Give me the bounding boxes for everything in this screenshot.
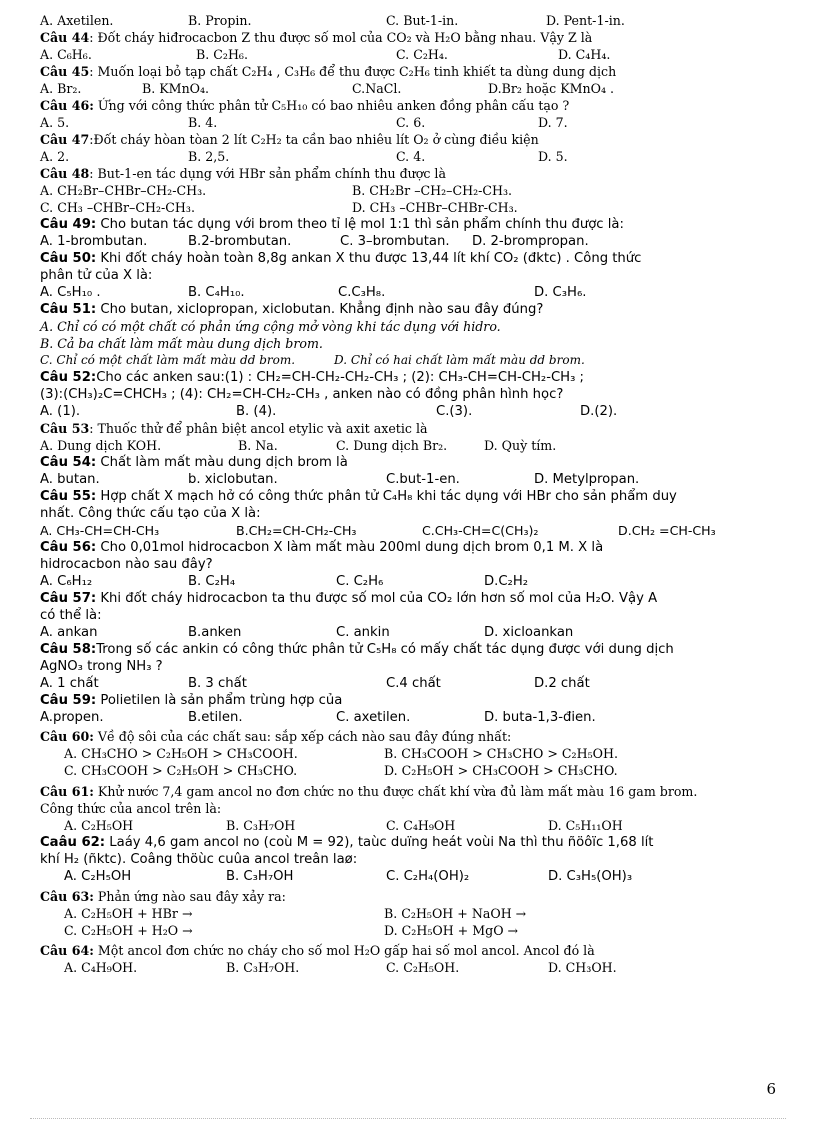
question-number: Câu 51: bbox=[40, 302, 97, 317]
option-b: B. 3 chất bbox=[188, 676, 247, 691]
question-text: :Đốt cháy hòan tòan 2 lít C₂H₂ ta cần bao nhiêu lít O₂ ở cùng điều kiện bbox=[89, 132, 539, 147]
footer-divider bbox=[30, 1118, 786, 1119]
option-d: D.(2). bbox=[580, 404, 618, 419]
option-a: A. C₂H₅OH + HBr → bbox=[64, 906, 193, 921]
question-57-cont: có thể là: bbox=[40, 608, 102, 623]
question-number: Câu 63: bbox=[40, 889, 94, 904]
question-text: Phản ứng nào sau đây xảy ra: bbox=[93, 889, 286, 904]
question-50 bbox=[40, 250, 782, 267]
option-a: A. (1). bbox=[40, 404, 81, 419]
option-b: B. (4). bbox=[236, 404, 277, 419]
question-text: Khi đốt cháy hoàn toàn 8,8g ankan X thu được 13,44 lít khí CO₂ (đktc) . Công thức bbox=[96, 251, 642, 266]
option-d: D.Br₂ hoặc KMnO₄ . bbox=[488, 81, 615, 96]
question-number: Câu 52: bbox=[40, 370, 97, 385]
question-60 bbox=[40, 728, 782, 745]
question-51 bbox=[40, 301, 782, 318]
option-d: D. Metylpropan. bbox=[534, 472, 640, 487]
question-text: : Đốt cháy hiđrocacbon Z thu được số mol của CO₂ và H₂O bằng nhau. Vậy Z là bbox=[89, 30, 593, 45]
option-c: C. 4. bbox=[396, 149, 426, 164]
question-number: Câu 49: bbox=[40, 217, 97, 232]
option-c: C. C₂H₆ bbox=[336, 574, 384, 589]
option-c: C.4 chất bbox=[386, 676, 441, 691]
option-d: D. xicloankan bbox=[484, 625, 574, 640]
question-59 bbox=[40, 692, 782, 709]
option-a: A. Dung dịch KOH. bbox=[40, 438, 162, 453]
question-text: : Muốn loại bỏ tạp chất C₂H₄ , C₃H₆ để thu được C₂H₆ tinh khiết ta dùng dung dịch bbox=[89, 64, 617, 79]
option-b: B.CH₂=CH-CH₂-CH₃ bbox=[236, 523, 357, 538]
question-text: Khử nước 7,4 gam ancol no đơn chức no thu được chất khí vừa đủ làm mất màu 16 gam brom. bbox=[93, 784, 698, 799]
option-b: B. C₄H₁₀. bbox=[188, 285, 245, 300]
option-c: C. ankin bbox=[336, 625, 390, 640]
question-text: Cho butan tác dụng với brom theo tỉ lệ mol 1:1 thì sản phẩm chính thu được là: bbox=[96, 217, 624, 232]
option-b: B. Na. bbox=[238, 438, 278, 453]
option-c: C. 6. bbox=[396, 115, 426, 130]
option-d: D. buta-1,3-đien. bbox=[484, 710, 596, 725]
option-c: C.C₃H₈. bbox=[338, 285, 386, 300]
question-text: Ứng với công thức phân tử C₅H₁₀ có bao nhiêu anken đồng phân cấu tạo ? bbox=[93, 98, 570, 113]
options-q48-cd bbox=[40, 199, 782, 216]
option-d: D. C₂H₅OH + MgO → bbox=[384, 923, 519, 938]
option-a: A. Chỉ có có một chất có phản ứng cộng mở vòng khi tác dụng với hidro. bbox=[40, 319, 501, 334]
option-d: D. 7. bbox=[538, 115, 568, 130]
question-number: Câu 44 bbox=[40, 30, 90, 45]
question-number: Câu 59: bbox=[40, 693, 97, 708]
option-a: A. C₅H₁₀ . bbox=[40, 285, 101, 300]
options-q63-cd bbox=[40, 922, 782, 939]
question-64 bbox=[40, 942, 782, 959]
options-q62 bbox=[40, 868, 782, 885]
option-d: D. Quỳ tím. bbox=[484, 438, 557, 453]
option-b: B. C₂H₄ bbox=[188, 574, 236, 589]
question-text: Cho các anken sau:(1) : CH₂=CH-CH₂-CH₂-CH₃ ; (2): CH₃-CH=CH-CH₂-CH₃ ; bbox=[96, 370, 584, 385]
question-52-cont: (3):(CH₃)₂C=CHCH₃ ; (4): CH₂=CH-CH₂-CH₃ , anken nào có đồng phân hình học? bbox=[40, 387, 564, 402]
question-45 bbox=[40, 63, 782, 80]
question-53 bbox=[40, 420, 782, 437]
option-d: D.C₂H₂ bbox=[484, 574, 529, 589]
option-a: A. C₄H₉OH. bbox=[64, 960, 138, 975]
question-number: Câu 46: bbox=[40, 98, 94, 113]
option-d: D.2 chất bbox=[534, 676, 590, 691]
option-d: D.CH₂ =CH-CH₃ bbox=[618, 523, 716, 538]
options-q63-ab bbox=[40, 905, 782, 922]
option-b: b. xiclobutan. bbox=[188, 472, 278, 487]
options-q49 bbox=[40, 233, 782, 250]
options-q43 bbox=[40, 12, 782, 29]
question-62-cont: khí H₂ (ñktc). Coâng thöùc cuûa ancol treân laø: bbox=[40, 852, 358, 867]
question-46 bbox=[40, 97, 782, 114]
question-text: Trong số các ankin có công thức phân tử C₅H₈ có mấy chất tác dụng được với dung dịch bbox=[96, 642, 674, 657]
option-d: D. 5. bbox=[538, 149, 568, 164]
option-b: B. KMnO₄. bbox=[142, 81, 210, 96]
options-q59 bbox=[40, 709, 782, 726]
option-c: C. Dung dịch Br₂. bbox=[336, 438, 448, 453]
question-number: Câu 56: bbox=[40, 540, 97, 555]
option-a: A. C₆H₁₂ bbox=[40, 574, 93, 589]
option-b: B.etilen. bbox=[188, 710, 243, 725]
options-q64 bbox=[40, 959, 782, 976]
options-q53 bbox=[40, 437, 782, 454]
option-c: C. CH₃COOH > C₂H₅OH > CH₃CHO. bbox=[64, 763, 298, 778]
option-b: B. C₂H₆. bbox=[196, 47, 248, 62]
option-c: C. Chỉ có một chất làm mất màu dd brom. bbox=[40, 353, 296, 367]
question-number: Câu 48 bbox=[40, 166, 90, 181]
option-d: D. 2-brompropan. bbox=[472, 234, 589, 249]
option-c: C. C₂H₅OH. bbox=[386, 960, 460, 975]
document-page bbox=[40, 12, 782, 976]
option-a: A. CH₃-CH=CH-CH₃ bbox=[40, 523, 160, 538]
option-a: A. CH₃CHO > C₂H₅OH > CH₃COOH. bbox=[64, 746, 298, 761]
question-58-cont: AgNO₃ trong NH₃ ? bbox=[40, 659, 163, 674]
option-d: D. C₅H₁₁OH bbox=[548, 818, 623, 833]
option-b: B. Cả ba chất làm mất màu dung dịch brom. bbox=[40, 336, 323, 351]
question-text: Cho 0,01mol hidrocacbon X làm mất màu 200ml dung dịch brom 0,1 M. X là bbox=[96, 540, 604, 555]
option-d: D. C₃H₅(OH)₃ bbox=[548, 869, 633, 884]
option-a: A. 2. bbox=[40, 149, 70, 164]
options-q50 bbox=[40, 284, 782, 301]
options-q60-ab bbox=[40, 745, 782, 762]
option-b: B.2-brombutan. bbox=[188, 234, 292, 249]
option-c: C.(3). bbox=[436, 404, 473, 419]
options-q61 bbox=[40, 817, 782, 834]
option-b: B. C₂H₅OH + NaOH → bbox=[384, 906, 527, 921]
options-q44 bbox=[40, 46, 782, 63]
option-c: C. But-1-in. bbox=[386, 13, 459, 28]
question-text: Về độ sôi của các chất sau: sắp xếp cách nào sau đây đúng nhất: bbox=[93, 729, 512, 744]
option-a: A. CH₂Br–CHBr–CH₂-CH₃. bbox=[40, 183, 207, 198]
option-a: A. 5. bbox=[40, 115, 70, 130]
options-q46 bbox=[40, 114, 782, 131]
option-c: C.but-1-en. bbox=[386, 472, 460, 487]
question-number: Câu 50: bbox=[40, 251, 97, 266]
question-44 bbox=[40, 29, 782, 46]
option-c: C. axetilen. bbox=[336, 710, 411, 725]
option-c: C. 3–brombutan. bbox=[340, 234, 450, 249]
option-a: A. ankan bbox=[40, 625, 98, 640]
option-b: B.anken bbox=[188, 625, 242, 640]
option-d: D. C₂H₅OH > CH₃COOH > CH₃CHO. bbox=[384, 763, 618, 778]
question-55 bbox=[40, 488, 782, 505]
question-62 bbox=[40, 834, 782, 851]
options-q60-cd bbox=[40, 762, 782, 779]
option-b: B. CH₂Br –CH₂–CH₂-CH₃. bbox=[352, 183, 513, 198]
question-text: Cho butan, xiclopropan, xiclobutan. Khẳng định nào sau đây đúng? bbox=[96, 302, 544, 317]
question-61 bbox=[40, 783, 782, 800]
question-49 bbox=[40, 216, 782, 233]
question-number: Câu 45 bbox=[40, 64, 90, 79]
question-52 bbox=[40, 369, 782, 386]
option-a: A.propen. bbox=[40, 710, 104, 725]
option-d: D. CH₃OH. bbox=[548, 960, 617, 975]
option-a: A. 1 chất bbox=[40, 676, 99, 691]
question-text: Polietilen là sản phẩm trùng hợp của bbox=[96, 693, 343, 708]
option-d: D. Pent-1-in. bbox=[546, 13, 625, 28]
option-b: B. Propin. bbox=[188, 13, 252, 28]
options-q48-ab bbox=[40, 182, 782, 199]
option-b: B. 4. bbox=[188, 115, 218, 130]
option-c: C. C₂H₅OH + H₂O → bbox=[64, 923, 193, 938]
question-63 bbox=[40, 888, 782, 905]
question-61-cont: Công thức của ancol trên là: bbox=[40, 801, 222, 816]
question-47 bbox=[40, 131, 782, 148]
question-number: Câu 61: bbox=[40, 784, 94, 799]
option-c: C. C₂H₄. bbox=[396, 47, 448, 62]
option-b: B. C₃H₇OH bbox=[226, 818, 296, 833]
options-q56 bbox=[40, 573, 782, 590]
options-q51-cd bbox=[40, 352, 782, 369]
options-q52 bbox=[40, 403, 782, 420]
option-d: D. Chỉ có hai chất làm mất màu dd brom. bbox=[334, 353, 585, 367]
question-54 bbox=[40, 454, 782, 471]
option-a: A. C₂H₅OH bbox=[64, 818, 134, 833]
question-56-cont: hidrocacbon nào sau đây? bbox=[40, 557, 213, 572]
options-q54 bbox=[40, 471, 782, 488]
question-text: Khi đốt cháy hidrocacbon ta thu được số mol của CO₂ lớn hơn số mol của H₂O. Vậy A bbox=[96, 591, 658, 606]
option-a: A. Axetilen. bbox=[40, 13, 114, 28]
question-number: Câu 64: bbox=[40, 943, 94, 958]
option-b: B. CH₃COOH > CH₃CHO > C₂H₅OH. bbox=[384, 746, 618, 761]
page-number: 6 bbox=[766, 1080, 776, 1098]
question-number: Câu 54: bbox=[40, 455, 97, 470]
options-q47 bbox=[40, 148, 782, 165]
option-b: B. 2,5. bbox=[188, 149, 230, 164]
question-57 bbox=[40, 590, 782, 607]
options-q55 bbox=[40, 522, 782, 539]
option-c: C. CH₃ –CHBr–CH₂-CH₃. bbox=[40, 200, 195, 215]
question-58 bbox=[40, 641, 782, 658]
option-c: C. C₂H₄(OH)₂ bbox=[386, 869, 470, 884]
question-number: Câu 53 bbox=[40, 421, 90, 436]
question-number: Câu 60: bbox=[40, 729, 94, 744]
question-text: Laáy 4,6 gam ancol no (coù M = 92), taùc duïng heát voùi Na thì thu ñöôïc 1,68 lít bbox=[105, 835, 654, 850]
question-text: Chất làm mất màu dung dịch brom là bbox=[96, 455, 348, 470]
option-d: D. CH₃ –CHBr–CHBr-CH₃. bbox=[352, 200, 518, 215]
question-number: Câu 58: bbox=[40, 642, 97, 657]
option-b: B. C₃H₇OH. bbox=[226, 960, 300, 975]
option-b: B. C₃H₇OH bbox=[226, 869, 294, 884]
option-c: C. C₄H₉OH bbox=[386, 818, 456, 833]
question-text: : Thuốc thử để phân biệt ancol etylic và axit axetic là bbox=[89, 421, 428, 436]
option-a: A. Br₂. bbox=[40, 81, 82, 96]
question-number: Câu 55: bbox=[40, 489, 97, 504]
option-c: C.CH₃-CH=C(CH₃)₂ bbox=[422, 523, 539, 538]
question-text: Hợp chất X mạch hở có công thức phân tử C₄H₈ khi tác dụng với HBr cho sản phẩm duy bbox=[96, 489, 677, 504]
option-a: A. butan. bbox=[40, 472, 100, 487]
question-number: Caâu 62: bbox=[40, 835, 106, 850]
question-number: Câu 57: bbox=[40, 591, 97, 606]
option-a: A. C₂H₅OH bbox=[64, 869, 132, 884]
question-number: Câu 47 bbox=[40, 132, 90, 147]
option-d: D. C₄H₄. bbox=[558, 47, 611, 62]
question-55-cont: nhất. Công thức cấu tạo của X là: bbox=[40, 506, 261, 521]
question-56 bbox=[40, 539, 782, 556]
options-q58 bbox=[40, 675, 782, 692]
option-a: A. C₆H₆. bbox=[40, 47, 92, 62]
question-50-cont: phân tử của X là: bbox=[40, 268, 153, 283]
question-text: Một ancol đơn chức no cháy cho số mol H₂O gấp hai số mol ancol. Ancol đó là bbox=[93, 943, 595, 958]
options-q57 bbox=[40, 624, 782, 641]
question-48 bbox=[40, 165, 782, 182]
option-a: A. 1-brombutan. bbox=[40, 234, 148, 249]
option-d: D. C₃H₆. bbox=[534, 285, 587, 300]
option-c: C.NaCl. bbox=[352, 81, 402, 96]
options-q45 bbox=[40, 80, 782, 97]
question-text: : But-1-en tác dụng với HBr sản phẩm chính thu được là bbox=[89, 166, 446, 181]
